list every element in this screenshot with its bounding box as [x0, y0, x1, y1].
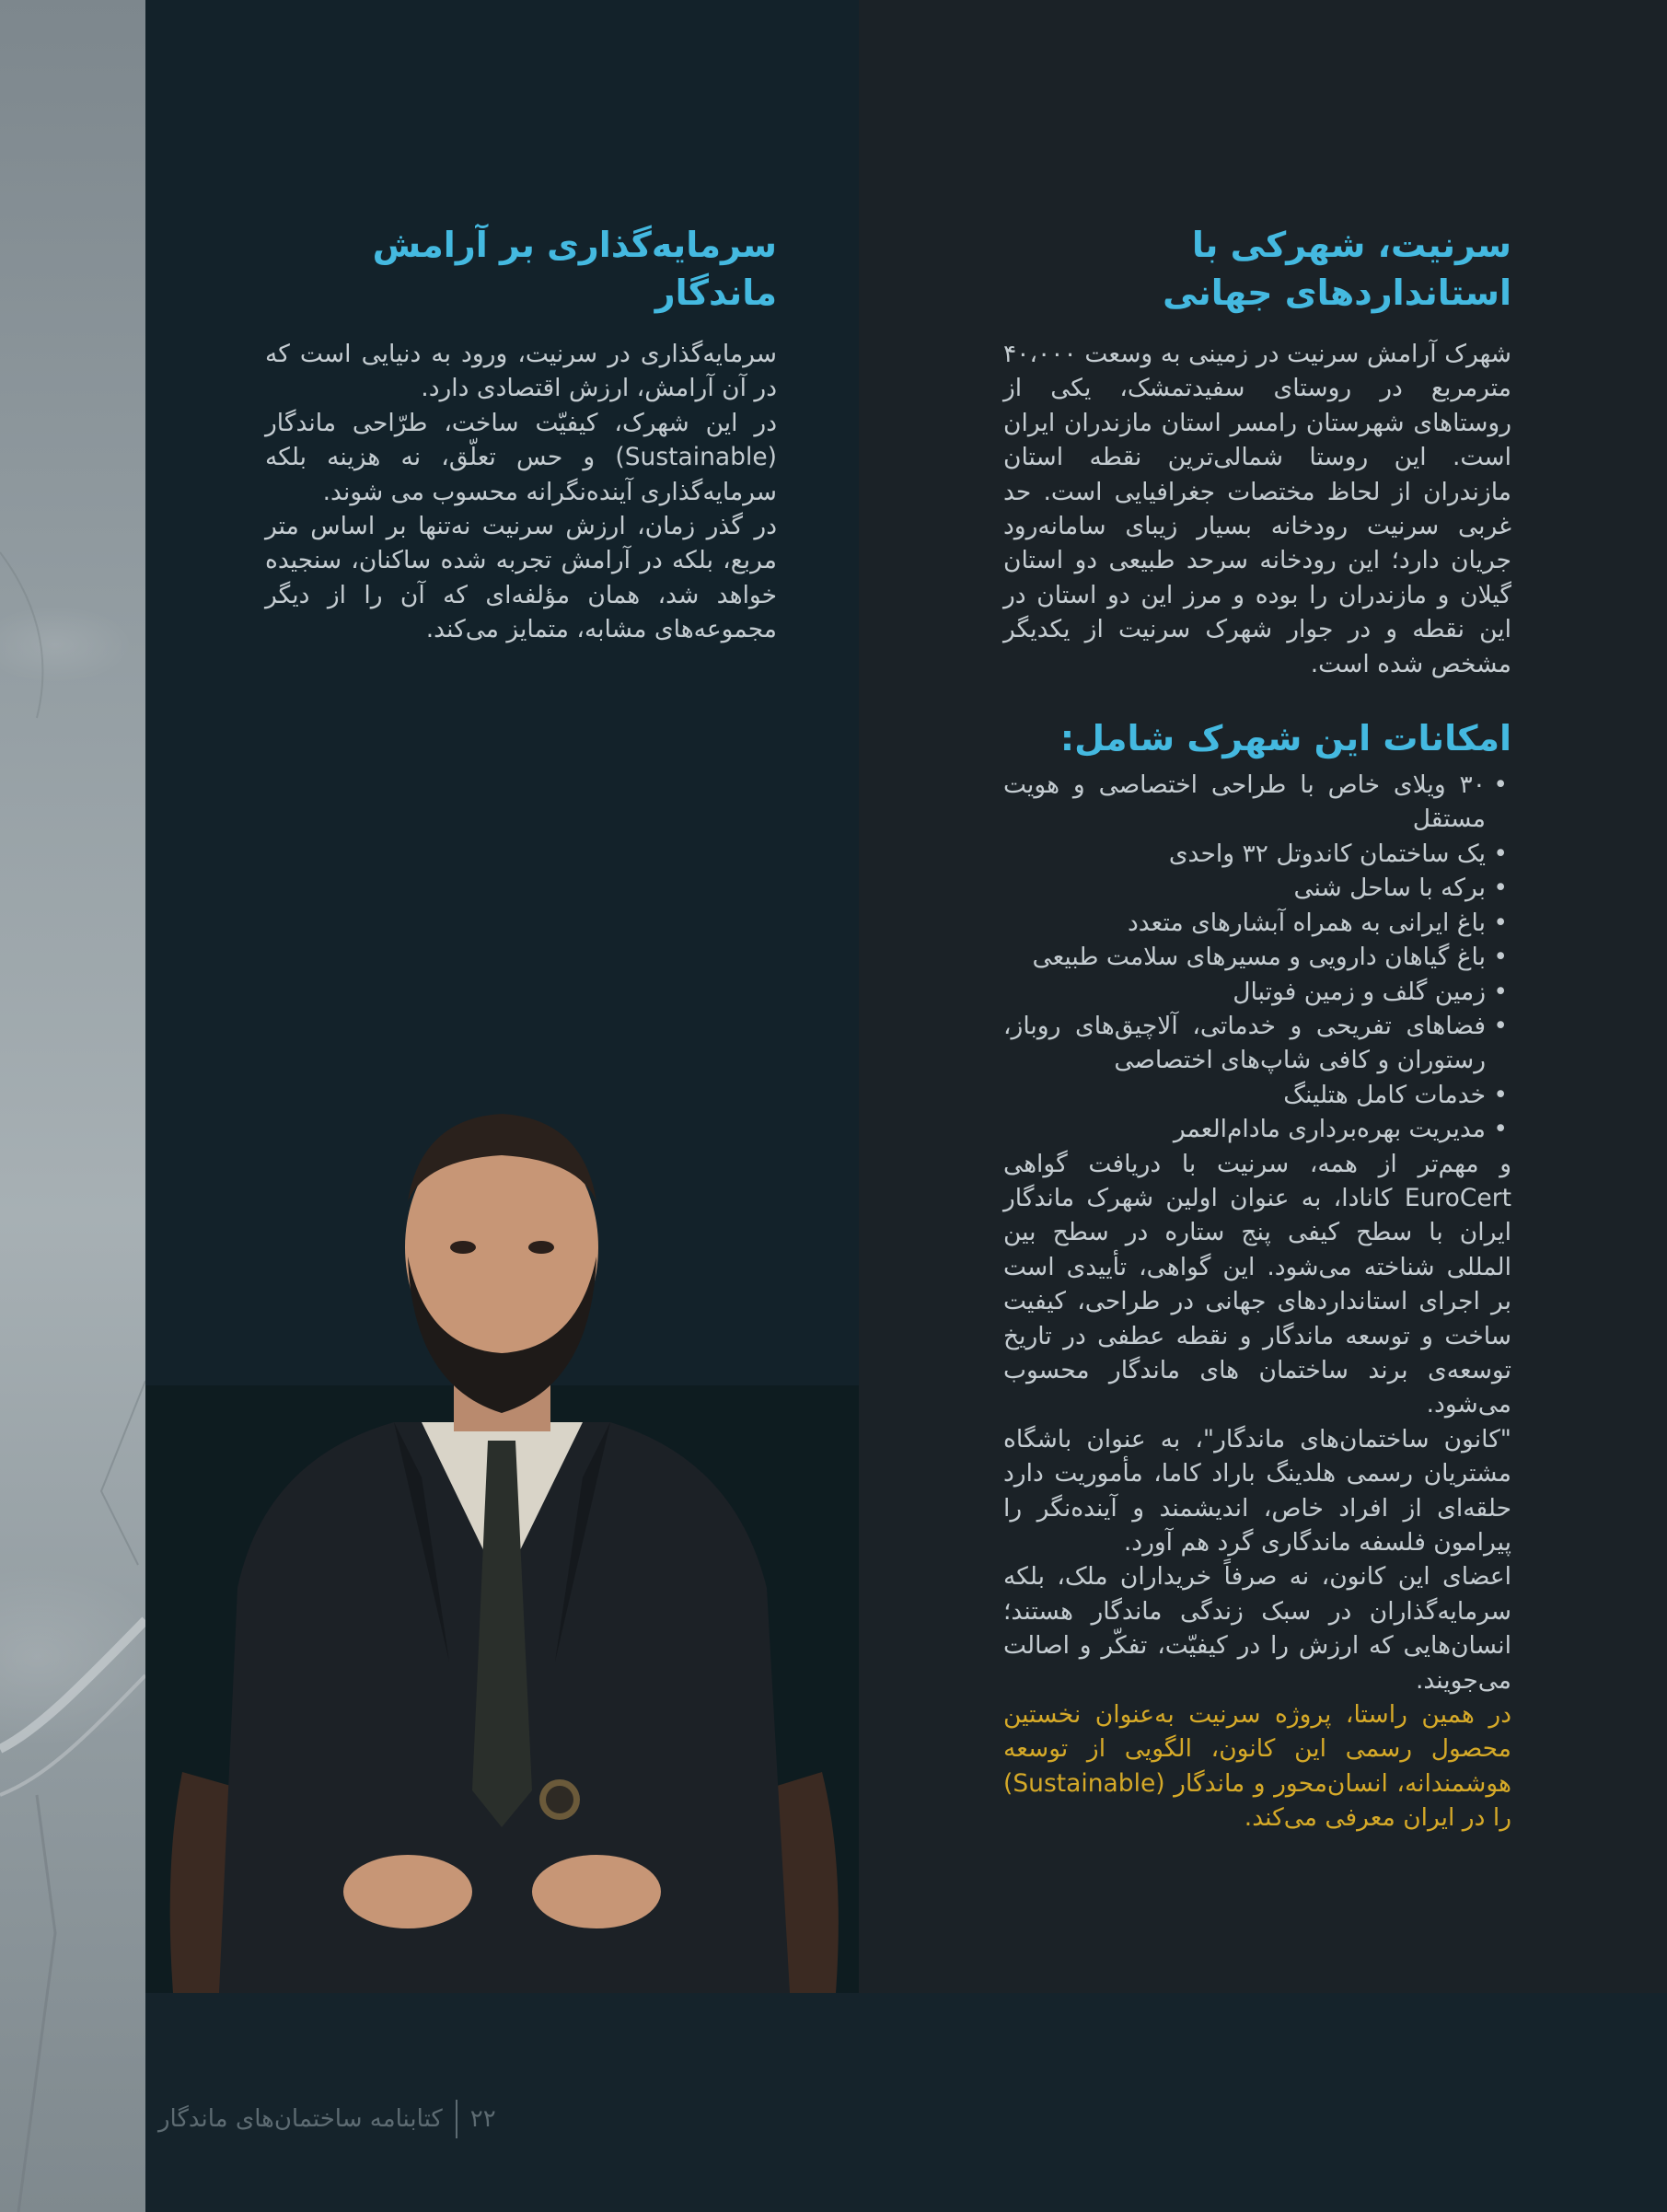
intro-paragraph: شهرک آرامش سرنیت در زمینی به وسعت ۴۰،۰۰۰ مترمربع در روستای سفیدتمشک، یکی از روستاهای شهرستان رامسر استان مازندران ایران است. این روستا شمالی‌ترین نقطه استان مازندران از لحاظ مختصات جغرافیایی است. حد غربی سرنیت رودخانه بسیار زیبای سامانه‌رود جریان دارد؛ این رودخانه سرحد طبیعی دو استان گیلان و مازندران را بوده و مرز این دو استان در این نقطه و در جوار شهرک سرنیت از یکدیگر مشخص شده است. [1003, 340, 1511, 678]
investment-paragraph-3: در گذر زمان، ارزش سرنیت نه‌تنها بر اساس متر مربع، بلکه در آرامش تجربه شده ساکنان، سنجیده خواهد شد، همان مؤلفه‌ای که آن را از دیگر مجموعه‌های مشابه، متمایز می‌کند. [265, 512, 777, 644]
list-item: • یک ساختمان کاندوتل ۳۲ واحدی [1003, 837, 1511, 871]
list-item: • ۳۰ ویلای خاص با طراحی اختصاصی و هویت مستقل [1003, 768, 1511, 837]
list-item: • برکه با ساحل شنی [1003, 871, 1511, 905]
publication-title: کتابنامه ساختمان‌های ماندگار [158, 2105, 443, 2133]
list-item: • باغ گیاهان دارویی و مسیرهای سلامت طبیعی [1003, 940, 1511, 974]
heading-sarnit-global-standards: سرنیت، شهرکی با استانداردهای جهانی [1163, 225, 1511, 313]
list-item: • باغ ایرانی به همراه آبشارهای متعدد [1003, 906, 1511, 940]
eurocert-paragraph: و مهم‌تر از همه، سرنیت با دریافت گواهی EuroCert کانادا، به عنوان اولین شهرک ماندگار ایران با سطح کیفی پنج ستاره در سطح بین المللی شناخته می‌شود. این گواهی، تأییدی است بر اجرای استانداردهای جهانی در طراحی، کیفیت ساخت و توسعه ماندگار و نقطه عطفی در تاریخ توسعه‌ی برند ساختمان های ماندگار محسوب می‌شود. [1003, 1149, 1511, 1419]
highlight-paragraph: در همین راستا، پروژه سرنیت به‌عنوان نخستین محصول رسمی این کانون، الگویی از توسعه هوشمندانه، انسان‌محور و ماندگار (Sustainable) را در ایران معرفی می‌کند. [1003, 1700, 1511, 1833]
right-column [1003, 221, 1511, 1836]
club-paragraph: "کانون ساختمان‌های ماندگار"، به عنوان باشگاه مشتریان رسمی هلدینگ باراد کاما، مأموریت دارد حلقه‌ای از افراد خاص، اندیشمند و آینده‌نگر را پیرامون فلسفه ماندگاری گرد هم آورد. [1003, 1424, 1511, 1557]
left-column [265, 221, 777, 647]
list-item: • خدمات کامل هتلینگ [1003, 1078, 1511, 1112]
list-item: • مدیریت بهره‌برداری مادام‌العمر [1003, 1112, 1511, 1146]
page-number: ۲۲ [469, 2105, 496, 2133]
amenities-list [1003, 768, 1511, 1146]
heading-investment-in-tranquility: سرمایه‌گذاری بر آرامش ماندگار [372, 225, 777, 313]
aerial-map-strip [0, 0, 145, 2212]
heading-amenities: امکانات این شهرک شامل: [1059, 718, 1511, 759]
investment-paragraph-1: سرمایه‌گذاری در سرنیت، ورود به دنیایی است که در آن آرامش، ارزش اقتصادی دارد. [265, 340, 777, 403]
portrait-photo [145, 1072, 859, 1993]
investment-paragraph-2: در این شهرک، کیفیّت ساخت، طرّاحی ماندگار (Sustainable) و حس تعلّق، نه هزینه بلکه سرمایه‌گذاری آینده‌نگرانه محسوب می شوند. [265, 408, 777, 506]
footer-divider [456, 2100, 457, 2138]
list-item: • زمین گلف و زمین فوتبال [1003, 975, 1511, 1009]
page-footer [158, 2101, 496, 2137]
list-item: • فضاهای تفریحی و خدماتی، آلاچیق‌های روباز، رستوران و کافی شاپ‌های اختصاصی [1003, 1009, 1511, 1078]
members-paragraph: اعضای این کانون، نه صرفاً خریداران ملک، بلکه سرمایه‌گذاران در سبک زندگی ماندگار هستند؛ انسان‌هایی که ارزش را در کیفیّت، تفکّر و اصالت می‌جویند. [1003, 1562, 1511, 1695]
aerial-roads [0, 0, 145, 2212]
